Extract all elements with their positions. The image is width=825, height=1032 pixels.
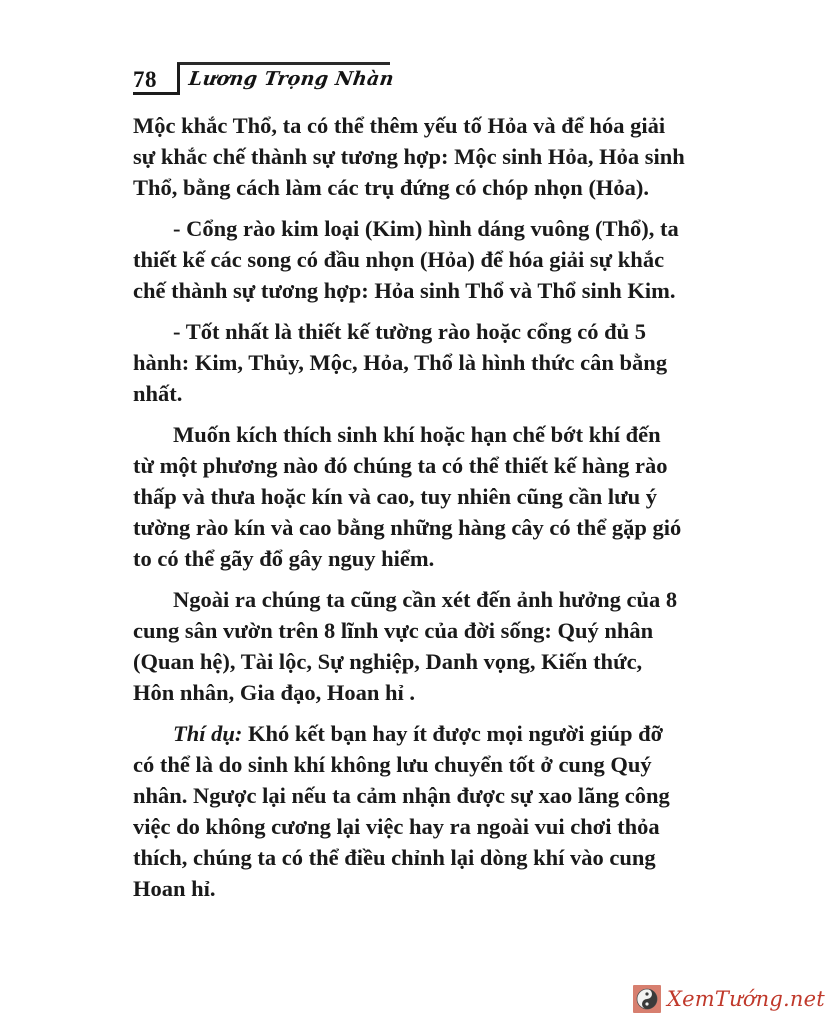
- paragraph-4: [133, 419, 793, 574]
- header-rule-vertical: [177, 63, 180, 95]
- text-line: - Tốt nhất là thiết kế tường rào hoặc cổng có đủ 5: [173, 319, 647, 344]
- text-line: (Quan hệ), Tài lộc, Sự nghiệp, Danh vọng, Kiến thức,: [133, 649, 643, 674]
- text-line: tường rào kín và cao bằng những hàng cây có thể gặp gió: [133, 515, 682, 540]
- text-line: có thể là do sinh khí không lưu chuyển tốt ở cung Quý: [133, 752, 652, 777]
- text-line: Muốn kích thích sinh khí hoặc hạn chế bớt khí đến: [173, 422, 661, 447]
- paragraph-3: [133, 316, 793, 409]
- text-line: to có thể gãy đổ gây nguy hiểm.: [133, 546, 435, 571]
- text-line-rest: Khó kết bạn hay ít được mọi người giúp đỡ: [242, 721, 664, 746]
- page-number: 78: [133, 67, 157, 92]
- watermark-logo: [633, 980, 825, 1018]
- running-title-author: Lương Trọng Nhàn: [187, 68, 396, 90]
- text-line: sự khắc chế thành sự tương hợp: Mộc sinh Hỏa, Hỏa sinh: [133, 144, 685, 169]
- text-line: - Cổng rào kim loại (Kim) hình dáng vuông (Thổ), ta: [173, 216, 679, 241]
- text-line: từ một phương nào đó chúng ta có thể thiết kế hàng rào: [133, 453, 668, 478]
- text-line: nhân. Ngược lại nếu ta cảm nhận được sự xao lãng công: [133, 783, 670, 808]
- text-line: thiết kế các song có đầu nhọn (Hỏa) để hóa giải sự khắc: [133, 247, 665, 272]
- text-line: thích, chúng ta có thể điều chỉnh lại dòng khí vào cung: [133, 845, 656, 870]
- text-line: Thổ, bằng cách làm các trụ đứng có chóp nhọn (Hỏa).: [133, 175, 650, 200]
- text-line: Ngoài ra chúng ta cũng cần xét đến ảnh hưởng của 8: [173, 587, 678, 612]
- paragraph-2: [133, 213, 793, 306]
- paragraph-6: [133, 718, 793, 904]
- text-line: nhất.: [133, 381, 183, 406]
- yin-yang-icon: [636, 988, 658, 1010]
- text-line: Mộc khắc Thổ, ta có thể thêm yếu tố Hỏa và để hóa giải: [133, 113, 666, 138]
- text-line: chế thành sự tương hợp: Hỏa sinh Thổ và Thổ sinh Kim.: [133, 278, 676, 303]
- text-line: việc do không cương lại việc hay ra ngoài vui chơi thỏa: [133, 814, 660, 839]
- paragraph-1: [133, 110, 793, 203]
- running-head: [133, 60, 403, 100]
- watermark-text: XemTướng.net: [667, 987, 825, 1011]
- text-line: Hôn nhân, Gia đạo, Hoan hỉ .: [133, 680, 415, 705]
- header-rule-top: [177, 62, 390, 65]
- body-text: [133, 110, 793, 914]
- example-label: Thí dụ:: [173, 721, 243, 746]
- paragraph-5: [133, 584, 793, 708]
- watermark-icon-box: [633, 985, 661, 1013]
- text-line: Hoan hỉ.: [133, 876, 216, 901]
- text-line: hành: Kim, Thủy, Mộc, Hỏa, Thổ là hình thức cân bằng: [133, 350, 668, 375]
- text-line: thấp và thưa hoặc kín và cao, tuy nhiên cũng cần lưu ý: [133, 484, 657, 509]
- text-line: cung sân vườn trên 8 lĩnh vực của đời sống: Quý nhân: [133, 618, 654, 643]
- text-line: [133, 718, 793, 749]
